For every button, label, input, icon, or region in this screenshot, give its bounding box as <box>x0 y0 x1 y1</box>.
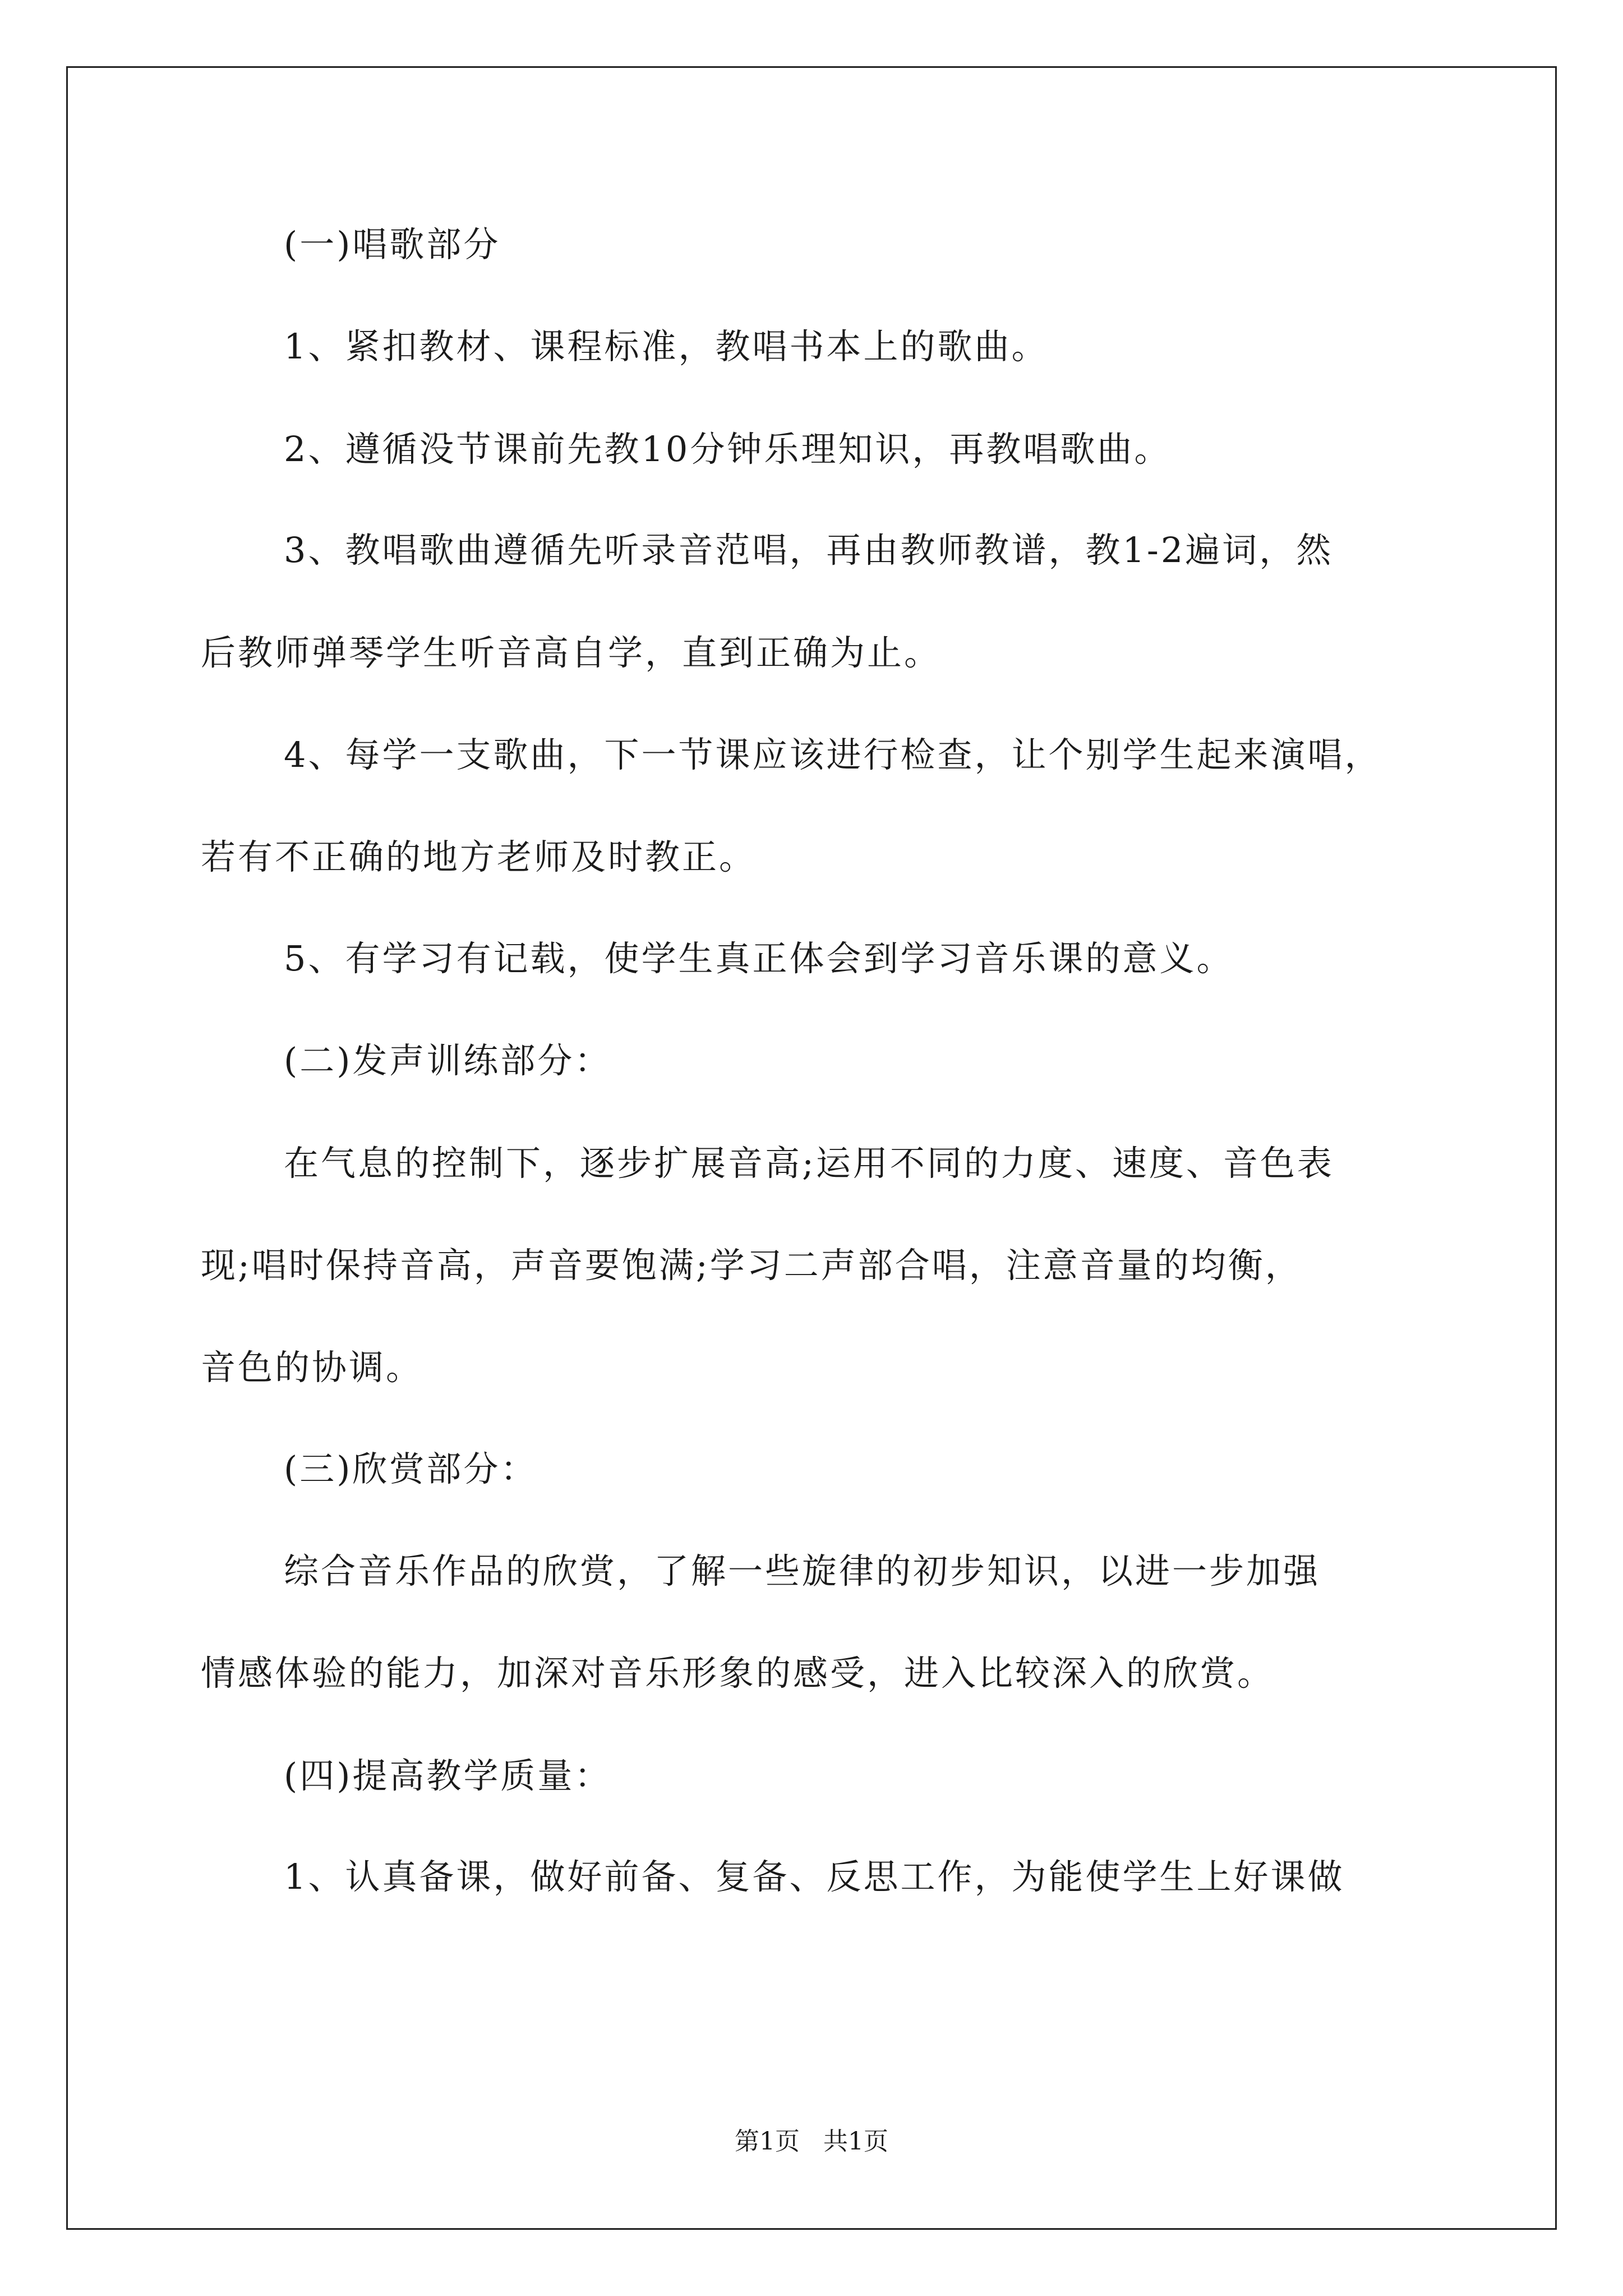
page-footer: 第1页 共1页 <box>735 2127 888 2156</box>
paragraph-line: 1、认真备课，做好前备、复备、反思工作，为能使学生上好课做 <box>284 1856 1345 1897</box>
paragraph-line: 在气息的控制下，逐步扩展音高;运用不同的力度、速度、音色表 <box>284 1143 1334 1184</box>
section-heading-quality: (四)提高教学质量： <box>284 1755 612 1796</box>
paragraph-line: 3、教唱歌曲遵循先听录音范唱，再由教师教谱，教1-2遍词，然 <box>284 530 1334 570</box>
paragraph-line: 现;唱时保持音高，声音要饱满;学习二声部合唱，注意音量的均衡， <box>201 1245 1302 1286</box>
paragraph-line: 后教师弹琴学生听音高自学，直到正确为止。 <box>201 632 942 673</box>
paragraph-line: 2、遵循没节课前先教10分钟乐理知识，再教唱歌曲。 <box>284 429 1172 470</box>
paragraph-line: 4、每学一支歌曲，下一节课应该进行检查，让个别学生起来演唱， <box>284 734 1382 775</box>
section-heading-vocal: (二)发声训练部分： <box>284 1040 612 1081</box>
paragraph-line: 5、有学习有记载，使学生真正体会到学习音乐课的意义。 <box>284 938 1234 979</box>
section-heading-singing: (一)唱歌部分 <box>284 224 501 265</box>
paragraph-line: 音色的协调。 <box>201 1347 423 1388</box>
paragraph-line: 若有不正确的地方老师及时教正。 <box>201 836 757 877</box>
paragraph-line: 综合音乐作品的欣赏，了解一些旋律的初步知识，以进一步加强 <box>284 1550 1321 1591</box>
paragraph-line: 情感体验的能力，加深对音乐形象的感受，进入比较深入的欣赏。 <box>201 1653 1275 1694</box>
paragraph-line: 1、紧扣教材、课程标准，教唱书本上的歌曲。 <box>284 326 1049 367</box>
section-heading-appreciation: (三)欣赏部分： <box>284 1448 538 1489</box>
